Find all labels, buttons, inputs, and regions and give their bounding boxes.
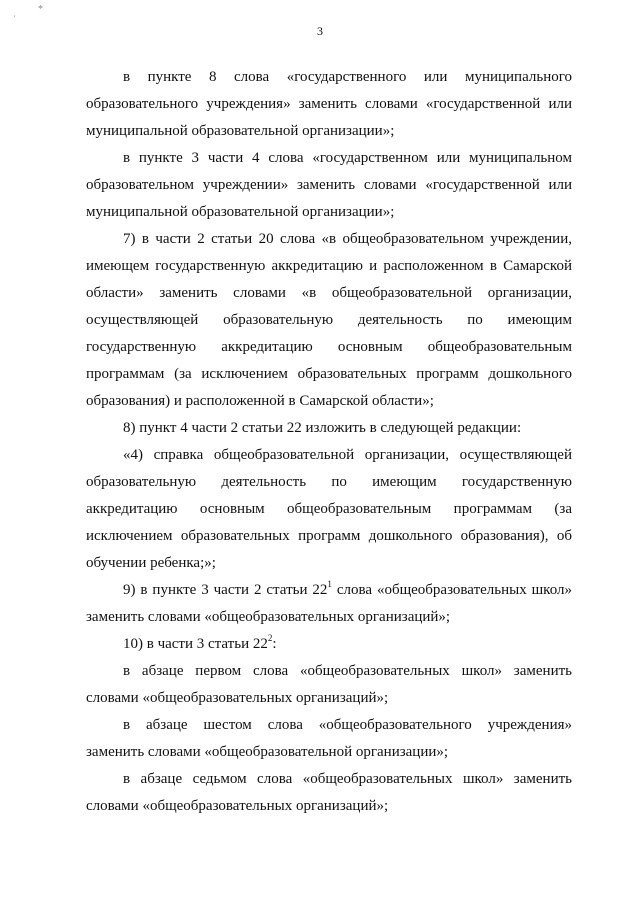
superscript-1: 1 xyxy=(327,579,332,589)
paragraph-6-start: 9) в пункте 3 части 2 статьи 22 xyxy=(123,582,328,598)
superscript-2: 2 xyxy=(267,633,273,643)
paragraph-9: в абзаце шестом слова «общеобразовательного учреждения» заменить словами «общеобразовательной организации»; xyxy=(86,717,572,760)
paragraph-10: в абзаце седьмом слова «общеобразовательных школ» заменить словами «общеобразовательных организаций»; xyxy=(86,771,572,814)
scan-mark: * xyxy=(38,4,43,15)
paragraph-7-start: 10) в части 3 статьи 22 xyxy=(123,636,268,652)
paragraph-7-end: : xyxy=(272,636,277,652)
paragraph-2: в пункте 3 части 4 слова «государственном или муниципальном образовательном учреждении» заменить словами «государственной или муниципальной образовательной организации»; xyxy=(86,150,572,220)
document-body xyxy=(86,64,572,820)
paragraph-1: в пункте 8 слова «государственного или муниципального образовательного учреждения» заменить словами «государственной или муниципальной образовательной организации»; xyxy=(86,69,572,139)
paragraph-6 xyxy=(86,577,572,631)
paragraph-3: 7) в части 2 статьи 20 слова «в общеобразовательном учреждении, имеющем государственную аккредитацию и расположенном в Самарской области» заменить словами «в общеобразовательной организации, осуществляющей образовательную деятельность по имеющим государственную аккредитацию основным общеобразовательным программам (за исключением образовательных программ дошкольного образования) и расположенной в Самарской области»; xyxy=(86,231,572,409)
paragraph-8: в абзаце первом слова «общеобразовательных школ» заменить словами «общеобразовательных организаций»; xyxy=(86,663,572,706)
page-number: 3 xyxy=(317,24,323,38)
paragraph-6-end: слова «общеобразовательных школ» заменить словами «общеобразовательных организаций»; xyxy=(86,582,572,625)
scan-mark: ' xyxy=(14,14,16,23)
paragraph-5: «4) справка общеобразовательной организации, осуществляющей образовательную деятельность по имеющим государственную аккредитацию основным общеобразовательным программам (за исключением образовательных программ дошкольного образования), об обучении ребенка;»; xyxy=(86,447,572,571)
paragraph-4: 8) пункт 4 части 2 статьи 22 изложить в следующей редакции: xyxy=(123,420,522,436)
paragraph-7 xyxy=(86,631,572,658)
